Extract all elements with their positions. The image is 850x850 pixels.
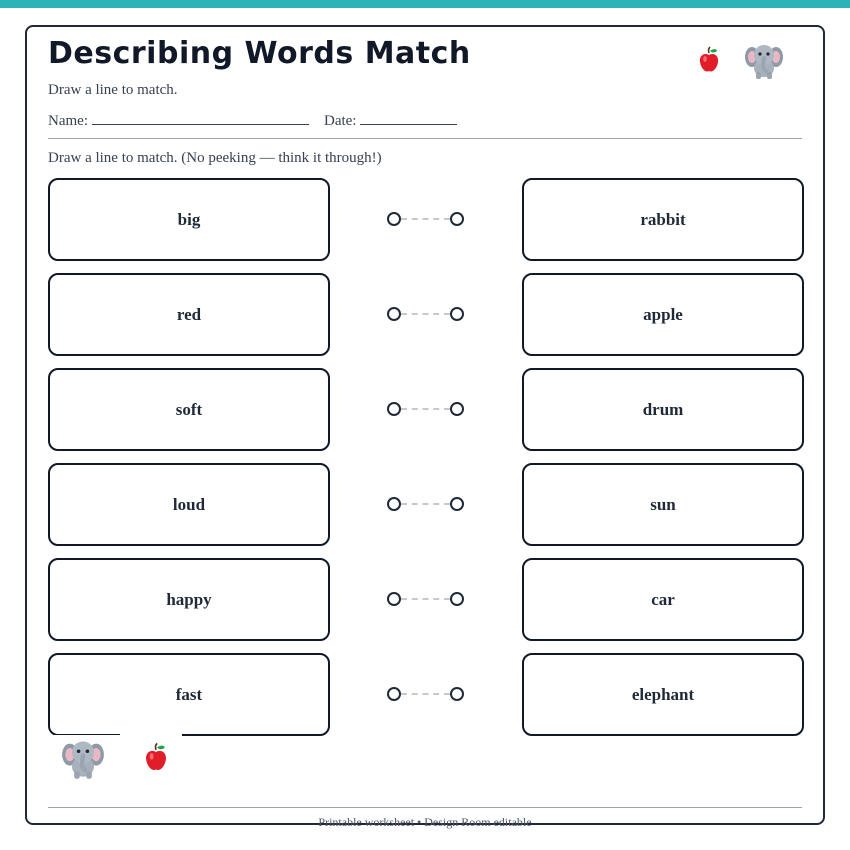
apple-icon [698,46,720,74]
right-connector-dot[interactable] [450,592,464,606]
connector-guide [401,313,450,315]
right-connector-dot[interactable] [450,687,464,701]
left-word-label: fast [175,684,203,704]
connector-guide [401,408,450,410]
right-word-label: apple [643,304,683,324]
left-connector-dot[interactable] [387,592,401,606]
left-word-label: soft [175,399,203,419]
left-word-card[interactable] [48,558,330,641]
left-word-card[interactable] [48,463,330,546]
right-connector-dot[interactable] [450,402,464,416]
left-word-card[interactable] [48,178,330,261]
right-word-label: drum [642,399,684,419]
top-accent-bar [0,0,850,8]
right-word-card[interactable] [522,178,804,261]
left-word-card[interactable] [48,273,330,356]
right-word-label: rabbit [640,209,686,229]
right-word-label: elephant [631,684,695,704]
left-word-card[interactable] [48,368,330,451]
header-divider [48,138,802,139]
date-write-line[interactable] [360,112,457,125]
left-word-label: big [177,209,201,229]
date-label: Date: [323,113,357,129]
worksheet-title: Describing Words Match [48,36,471,71]
worksheet-subtitle: Draw a line to match. [48,82,178,98]
right-word-card[interactable] [522,273,804,356]
connector-guide [401,218,450,220]
footer-divider [48,807,802,808]
sticker-backing [120,733,182,741]
elephant-icon [61,738,105,780]
right-word-label: car [651,589,675,609]
left-word-card[interactable] [48,653,330,736]
right-word-card[interactable] [522,653,804,736]
left-word-label: happy [166,589,212,609]
left-word-label: red [176,304,202,324]
right-word-card[interactable] [522,558,804,641]
footer-text: Printable worksheet • Design Room editable [318,815,532,829]
connector-guide [401,503,450,505]
left-connector-dot[interactable] [387,402,401,416]
right-connector-dot[interactable] [450,212,464,226]
connector-guide [401,598,450,600]
right-connector-dot[interactable] [450,307,464,321]
right-word-label: sun [650,494,676,514]
apple-icon [144,742,168,773]
name-write-line[interactable] [92,112,309,125]
left-connector-dot[interactable] [387,497,401,511]
name-label: Name: [48,113,88,129]
elephant-icon [744,42,784,80]
name-date-row [48,112,457,130]
left-connector-dot[interactable] [387,687,401,701]
left-word-label: loud [172,494,206,514]
right-connector-dot[interactable] [450,497,464,511]
instructions-text: Draw a line to match. (No peeking — think it through!) [48,150,382,166]
left-connector-dot[interactable] [387,307,401,321]
right-word-card[interactable] [522,463,804,546]
connector-guide [401,693,450,695]
right-word-card[interactable] [522,368,804,451]
left-connector-dot[interactable] [387,212,401,226]
